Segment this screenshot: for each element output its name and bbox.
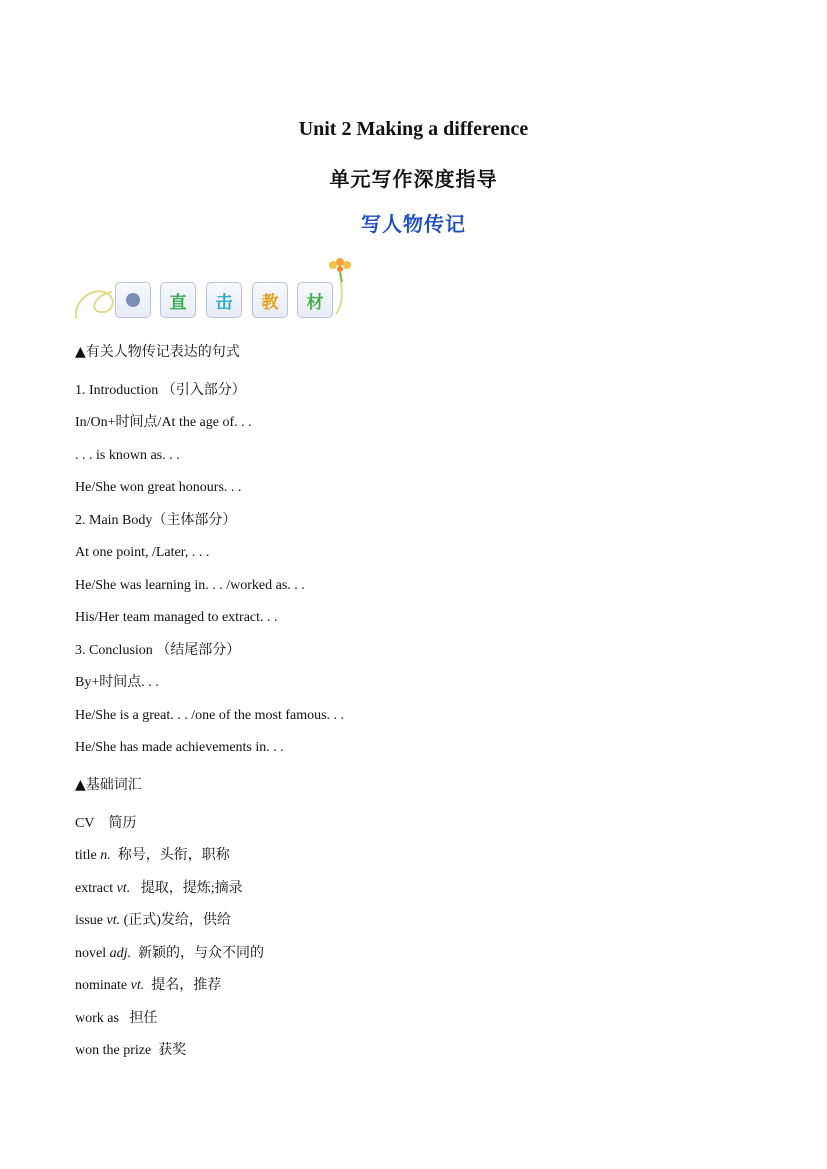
banner-dot-tile — [115, 282, 151, 318]
banner-tile-4: 材 — [297, 282, 333, 318]
vocab-item: extract vt. 提取，提炼;摘录 — [75, 881, 243, 896]
vocab-item: nominate vt. 提名，推荐 — [75, 978, 222, 993]
vocab-item: work as 担任 — [75, 1011, 158, 1026]
banner-tile-3: 教 — [252, 282, 288, 318]
pattern-line: He/She was learning in. . . /worked as. . . — [75, 578, 305, 593]
vocab-item: novel adj. 新颖的，与众不同的 — [75, 946, 264, 961]
vocab-item: issue vt. (正式)发给，供给 — [75, 913, 231, 928]
pattern-line: In/On+时间点/At the age of. . . — [75, 415, 252, 430]
pattern-line: . . . is known as. . . — [75, 448, 180, 463]
pattern-line: 1. Introduction （引入部分） — [75, 383, 246, 398]
pattern-line: At one point, /Later, . . . — [75, 545, 210, 560]
pattern-line: By+时间点. . . — [75, 675, 159, 690]
dot-icon — [126, 293, 140, 307]
pattern-line: 3. Conclusion （结尾部分） — [75, 643, 241, 658]
pattern-line: His/Her team managed to extract. . . — [75, 610, 278, 625]
vocab-item: won the prize 获奖 — [75, 1043, 187, 1058]
banner-tile-1: 直 — [160, 282, 196, 318]
topic-title: 写人物传记 — [361, 214, 466, 236]
sentence-patterns-heading: ▲有关人物传记表达的句式 — [75, 344, 240, 360]
pattern-line: 2. Main Body（主体部分） — [75, 513, 237, 528]
banner-tile-2: 击 — [206, 282, 242, 318]
section-subtitle: 单元写作深度指导 — [329, 169, 498, 191]
unit-title: Unit 2 Making a difference — [298, 118, 529, 140]
pattern-line: He/She has made achievements in. . . — [75, 740, 284, 755]
pattern-line: He/She won great honours. . . — [75, 480, 242, 495]
textbook-banner — [74, 252, 364, 328]
vocab-item: title n. 称号，头衔，职称 — [75, 848, 230, 863]
vocabulary-heading: ▲基础词汇 — [75, 777, 142, 793]
vocab-item: CV 简历 — [75, 816, 137, 831]
pattern-line: He/She is a great. . . /one of the most famous. . . — [75, 708, 345, 723]
